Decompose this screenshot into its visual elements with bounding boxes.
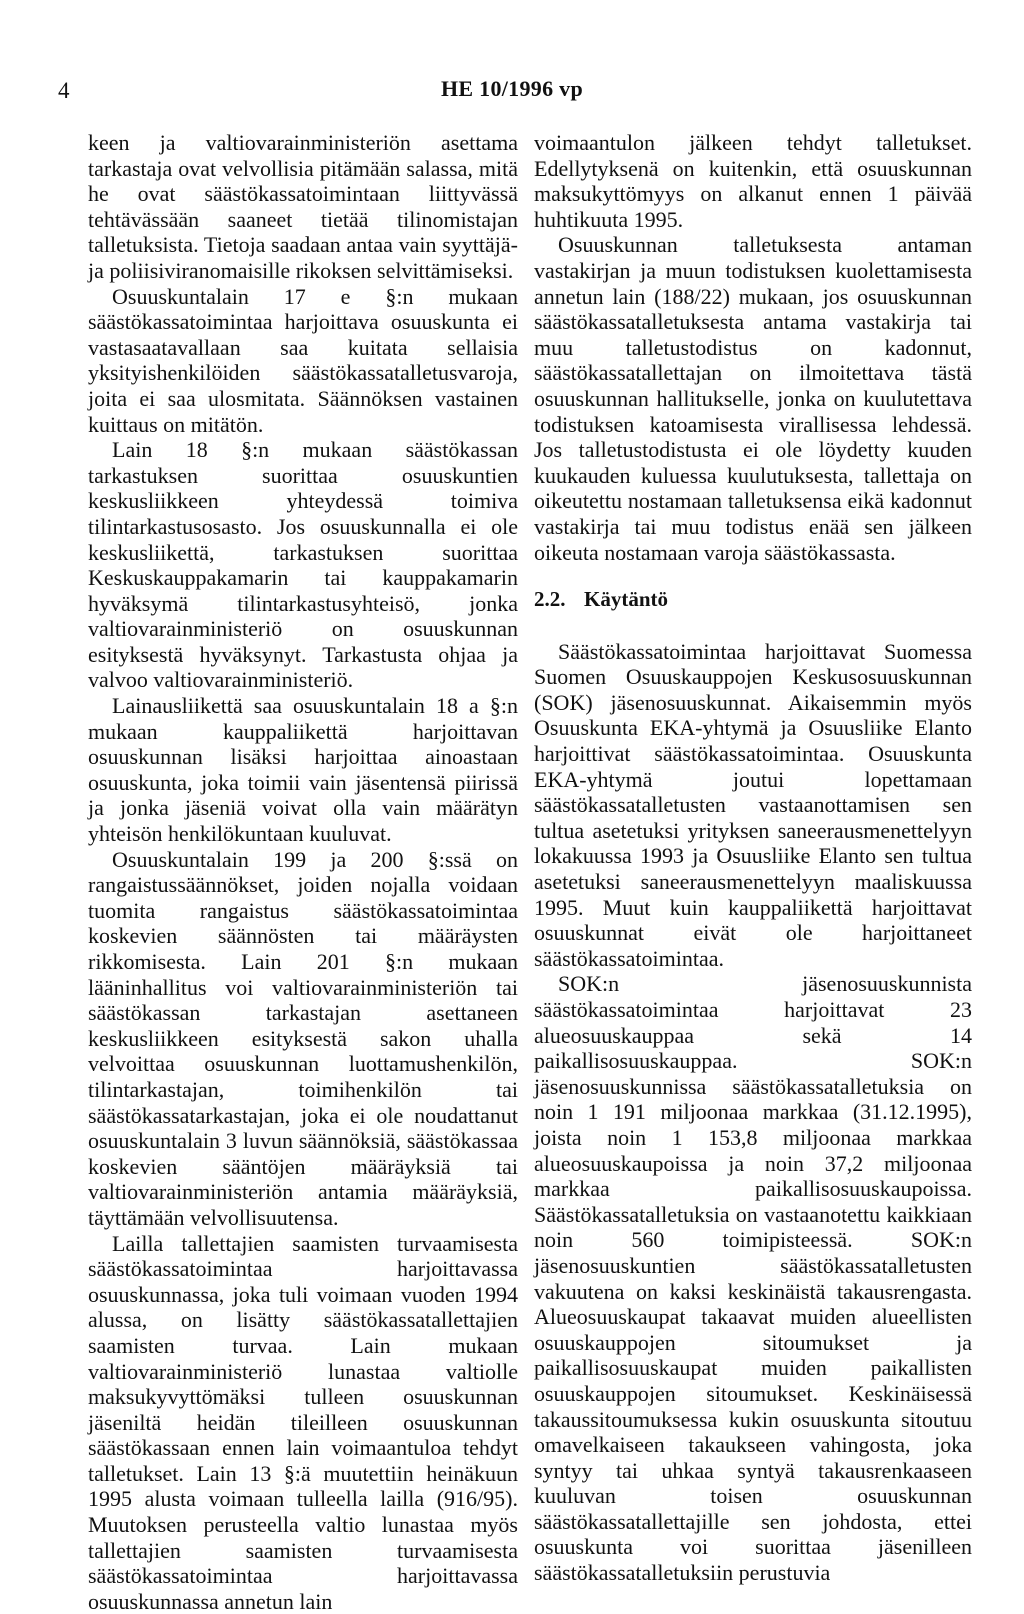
paragraph: Lainausliikettä saa osuuskuntalain 18 a §:n mukaan kauppaliikettä harjoittavan osuuskunnan lisäksi harjoittaa ainoastaan osuuskunta, joka toimii vain jäsentensä piirissä ja jonka jäseniä voivat olla vain määrätyn yhteisön henkilökuntaan kuuluvat. xyxy=(88,693,518,847)
paragraph: Lailla tallettajien saamisten turvaamisesta säästökassatoimintaa harjoittavassa osuuskunnassa, joka tuli voimaan vuoden 1994 alussa, on lisätty säästökassatallettajien saamisten turvaa. Lain mukaan valtiovarainministeriö lunastaa valtiolle maksukyvyttömäksi tulleen osuuskunnan jäseniltä heidän tileilleen osuuskunnan säästökassaan ennen lain voimaantuloa tehdyt talletukset. Lain 13 §:ä muutettiin heinäkuun 1995 alusta voimaan tulleella lailla (916/95). Muutoksen perusteella valtio lunastaa myös tallettajien saamisten turvaamisesta säästökassatoimintaa harjoittavassa osuuskunnassa annetun lain xyxy=(88,1230,518,1614)
paragraph: Osuuskuntalain 199 ja 200 §:ssä on rangaistussäännökset, joiden nojalla voidaan tuomita rangaistus säästökassatoimintaa koskevien säännösten tai määräysten rikkomisesta. Lain 201 §:n mukaan lääninhallitus voi valtiovarainministeriön tai säästökassan tarkastajan asettaneen keskusliikkeen esityksestä sakon uhalla velvoittaa osuuskunnan luottamushenkilön, tilintarkastajan, toimihenkilön tai säästökassatarkastajan, joka ei ole noudattanut osuuskuntalain 3 luvun säännöksiä, säästökassaa koskevien sääntöjen määräyksiä tai valtiovarainministeriön antamia määräyksiä, täyttämään velvollisuutensa. xyxy=(88,846,518,1230)
left-column xyxy=(88,130,518,1614)
paragraph: Osuuskunnan talletuksesta antaman vastakirjan ja muun todistuksen kuolettamisesta annetun lain (188/22) mukaan, jos osuuskunnan säästökassatalletuksesta antama vastakirja tai muu talletustodistus on kadonnut, säästökassatallettajan on ilmoitettava tästä osuuskunnan hallitukselle, jonka on kuulutettava todistuksen katoamisesta virallisessa lehdessä. Jos talletustodistusta ei ole löydetty kuuden kuukauden kuluessa kuulutuksesta, tallettaja on oikeutettu nostamaan talletuksensa eikä kadonnut vastakirja tai muu todistus enää sen jälkeen oikeuta nostamaan varoja säästökassasta. xyxy=(534,232,972,565)
paragraph: Osuuskuntalain 17 e §:n mukaan säästökassatoimintaa harjoittava osuuskunta ei vastasaatavallaan saa kuitata sellaisia yksityishenkilöiden säästökassatalletusvaroja, joita ei saa ulosmitata. Säännöksen vastainen kuittaus on mitätön. xyxy=(88,283,518,437)
paragraph: voimaantulon jälkeen tehdyt talletukset. Edellytyksenä on kuitenkin, että osuuskunnan maksukyttömyys on alkanut ennen 1 päivää huhtikuuta 1995. xyxy=(534,130,972,232)
paragraph: keen ja valtiovarainministeriön asettama tarkastaja ovat velvollisia pitämään salassa, mitä he ovat säästökassatoimintaan liittyvässä tehtävässään saaneet tietää tilinomistajan talletuksista. Tietoja saadaan antaa vain syyttäjä- ja poliisiviranomaisille rikoksen selvittämiseksi. xyxy=(88,130,518,283)
right-column xyxy=(534,130,972,1586)
page-number: 4 xyxy=(58,78,70,103)
section-title: Käytäntö xyxy=(584,587,668,612)
paragraph: Lain 18 §:n mukaan säästökassan tarkastuksen suorittaa osuuskuntien keskusliikkeen yhteydessä toimiva tilintarkastusosasto. Jos osuuskunnalla ei ole keskusliikettä, tarkastuksen suorittaa Keskuskauppakamarin tai kauppakamarin hyväksymä tilintarkastusyhteisö, jonka valtiovarainministeriö on osuuskunnan esityksestä hyväksynyt. Tarkastusta ohjaa ja valvoo valtiovarainministeriö. xyxy=(88,437,518,693)
paragraph: Säästökassatoimintaa harjoittavat Suomessa Suomen Osuuskauppojen Keskusosuuskunnan (SOK) jäsenosuuskunnat. Aikaisemmin myös Osuuskunta EKA-yhtymä ja Osuusliike Elanto harjoittivat säästökassatoimintaa. Osuuskunta EKA-yhtymä joutui lopettamaan säästökassatalletusten vastaanottamisen sen tultua asetetuksi yrityksen saneerausmenettelyyn lokakuussa 1993 ja Osuusliike Elanto sen tultua asetetuksi saneerausmenettelyyn maaliskuussa 1995. Muut kuin kauppaliikettä harjoittavat osuuskunnat eivät ole harjoittaneet säästökassatoimintaa. xyxy=(534,638,972,971)
section-heading xyxy=(534,587,972,613)
paragraph: SOK:n jäsenosuuskunnista säästökassatoimintaa harjoittavat 23 alueosuuskauppaa sekä 14 paikallisosuuskauppaa. SOK:n jäsenosuuskunnissa säästökassatalletuksia on noin 1 191 miljoonaa markkaa (31.12.1995), joista noin 1 153,8 miljoonaa markkaa alueosuuskaupoissa ja noin 37,2 miljoonaa markkaa paikallisosuuskaupoissa. Säästökassatalletuksia on vastaanotettu kaikkiaan noin 560 toimipisteessä. SOK:n jäsenosuuskuntien säästökassatalletusten vakuutena on kaksi keskinäistä takausrengasta. Alueosuuskaupat takaavat muiden alueellisten osuuskauppojen sitoumukset ja paikallisosuuskaupat muiden paikallisten osuuskauppojen sitoumukset. Keskinäisessä takaussitoumuksessa kukin osuuskunta sitoutuu omavelkaiseen takaukseen vahingosta, joka syntyy tai uhkaa syntyä takausrenkaaseen kuuluvan toisen osuuskunnan säästökassatallettajille sen johdosta, ettei osuuskunta voi suorittaa jäsenilleen säästökassatalletuksiin perustuvia xyxy=(534,971,972,1586)
running-header: HE 10/1996 vp xyxy=(440,76,584,101)
section-number: 2.2. xyxy=(534,587,566,612)
